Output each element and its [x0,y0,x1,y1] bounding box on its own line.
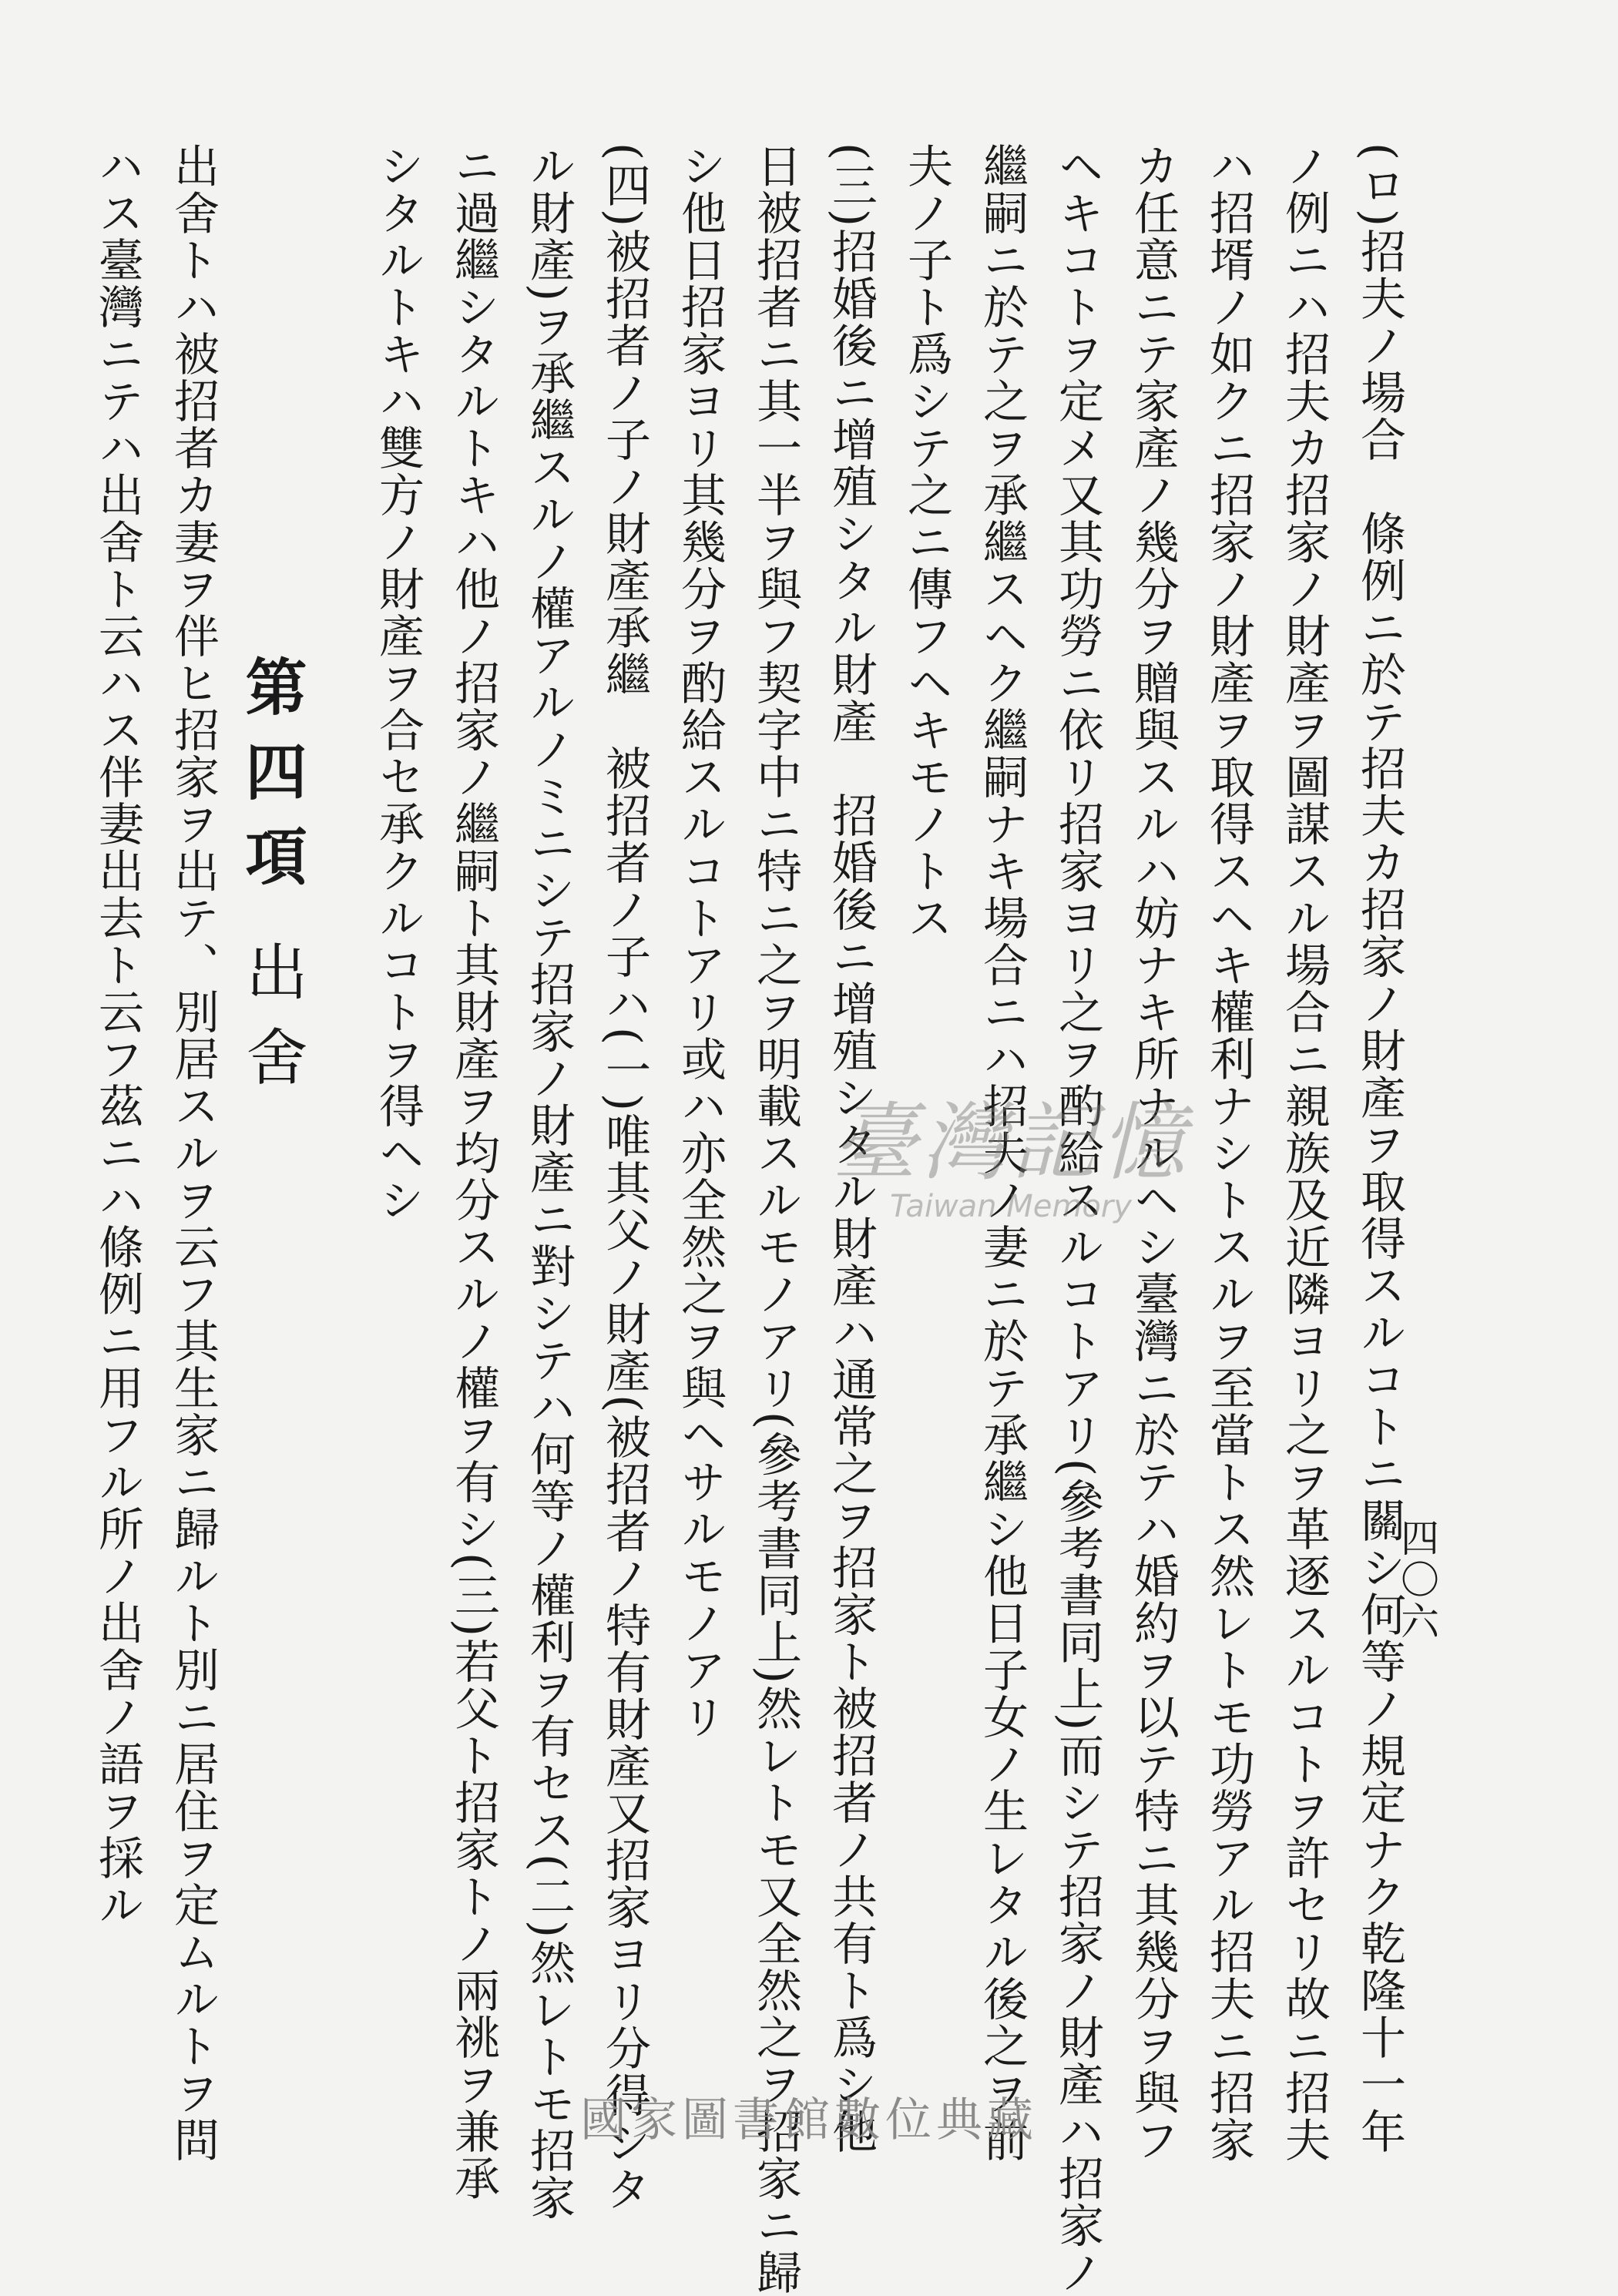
text-column: シタルトキハ雙方ノ財產ヲ合セ承クルコトヲ得ヘシ [371,143,425,1224]
text-column: (三)招婚後ニ增殖シタル財產 招婚後ニ增殖シタル財產ハ通常之ヲ招家ト被招者ノ共有ト爲シ他 [824,143,878,2156]
text-column: 繼嗣ニ於テ之ヲ承繼スヘク繼嗣ナキ場合ニハ招夫ノ妻ニ於テ承繼シ他日子女ノ生レタル後之ヲ前 [975,143,1029,2163]
section-heading-main: 第四項 [235,655,307,909]
text-column: ヘキコトヲ定メ又其功勞ニ依リ招家ヨリ之ヲ酌給スルコトアリ(參考書同上)而シテ招家ノ財產ハ招家ノ [1051,143,1104,2296]
text-column: シ他日招家ヨリ其幾分ヲ酌給スルコトアリ或ハ亦全然之ヲ與ヘサルモノアリ [673,143,727,1740]
text-column: カ任意ニテ家產ノ幾分ヲ贈與スルハ妨ナキ所ナルヘシ臺灣ニ於テハ婚約ヲ以テ特ニ其幾分ヲ與フ [1126,143,1180,2163]
text-column: (ロ)招夫ノ場合 條例ニ於テ招夫カ招家ノ財產ヲ取得スルコトニ關シ何等ノ規定ナク乾隆十一年 [1353,143,1406,2156]
text-column: 出舍トハ被招者カ妻ヲ伴ヒ招家ヲ出テ、別居スルヲ云フ其生家ニ歸ルト別ニ居住ヲ定ムルトヲ問 [166,143,220,2163]
watermark-cn: 臺灣記憶 [832,1093,1190,1192]
watermark-en: Taiwan Memory [890,1189,1132,1224]
text-column: ハス臺灣ニテハ出舍ト云ハス伴妻出去ト云フ茲ニハ條例ニ用フル所ノ出舍ノ語ヲ採ル [91,143,144,1928]
text-column: 日被招者ニ其一半ヲ與フ契字中ニ特ニ之ヲ明載スルモノアリ(參考書同上)然レトモ又全然之ヲ招家ニ歸 [749,143,802,2296]
text-column: ル財產)ヲ承繼スルノ權アルノミニシテ招家ノ財產ニ對シテハ何等ノ權利ヲ有セス(二)然レトモ招家 [522,143,576,2222]
page-number: 四〇六 [1395,1518,1439,1643]
text-column: 夫ノ子ト爲シテ之ニ傳フヘキモノトス [900,143,953,942]
text-column: (四)被招者ノ子ノ財產承繼 被招者ノ子ハ(一)唯其父ノ財產(被招者ノ特有財產又招家ヨリ分得シタ [598,143,651,2214]
text-column: ニ過繼シタルトキハ他ノ招家ノ繼嗣ト其財產ヲ均分スルノ權ヲ有シ(三)若父ト招家トノ兩祧ヲ兼承 [447,143,500,2203]
footer-credit: 國家圖書館數位典藏 [580,2093,1038,2147]
section-heading [227,655,316,1109]
text-column: ハ招壻ノ如クニ招家ノ財產ヲ取得スヘキ權利ナシトスルヲ至當トス然レトモ功勞アル招夫ニ招家 [1202,143,1255,2163]
text-column: ノ例ニハ招夫カ招家ノ財產ヲ圖謀スル場合ニ親族及近隣ヨリ之ヲ革逐スルコトヲ許セリ故ニ招夫 [1277,143,1331,2163]
section-heading-sub: 出舍 [236,940,307,1109]
